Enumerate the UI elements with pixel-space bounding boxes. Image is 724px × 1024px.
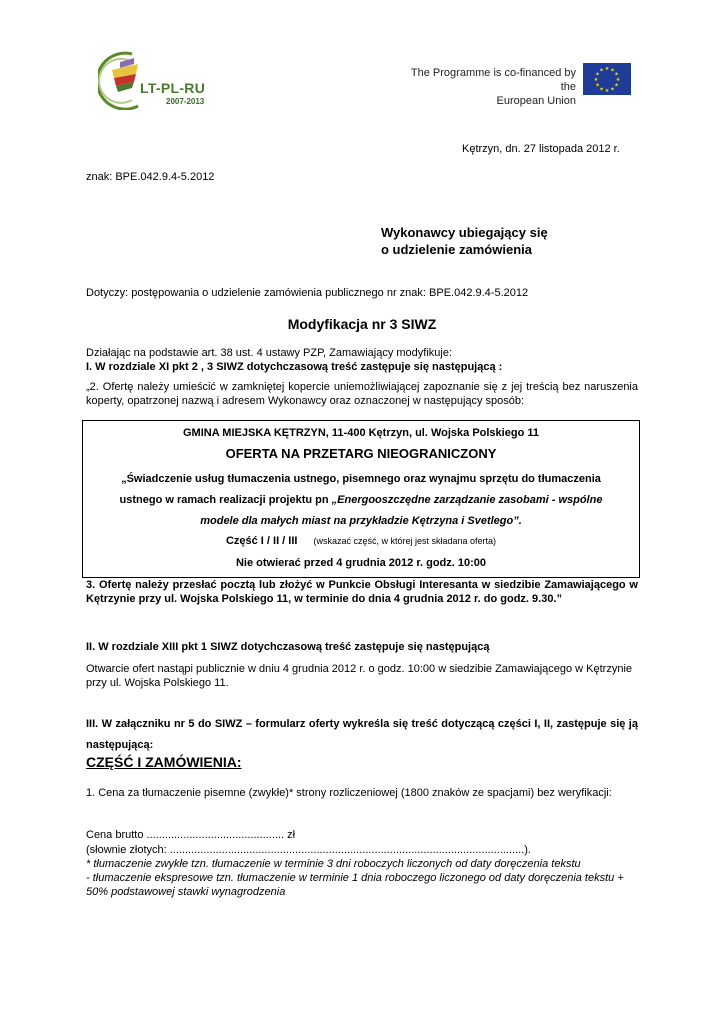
box-parts-note: (wskazać część, w której jest składana oferta) (313, 536, 497, 546)
svg-text:★: ★ (614, 82, 619, 89)
eu-cofinance-text (408, 66, 576, 108)
recipient-line1: Wykonawcy ubiegający się (381, 225, 548, 240)
opening-paragraph: Otwarcie ofert nastąpi publicznie w dniu 4 grudnia 2012 r. o godz. 10:00 w siedzibie Zamawiającego w Kętrzynie przy ul. Wojska Polskiego 11. (86, 663, 633, 689)
box-address: GMINA MIEJSKA KĘTRZYN, 11-400 Kętrzyn, ul. Wojska Polskiego 11 (183, 427, 539, 439)
eu-text-line2: European Union (496, 95, 576, 107)
eu-text-line1: The Programme is co-financed by the (410, 67, 576, 93)
box-parts: Część I / II / III (225, 535, 298, 547)
footnote-line2: - tłumaczenie ekspresowe tzn. tłumaczenie w terminie 1 dnia roboczego liczonego od daty doręczenia tekstu + 50% podstawowej stawki wynagrodzenia (86, 872, 624, 898)
box-desc-line2-text: ustnego w ramach realizacji projektu pn (119, 494, 332, 506)
box-do-not-open: Nie otwierać przed 4 grudnia 2012 r. godz. 10:00 (235, 557, 487, 569)
gross-price-line: Cena brutto ............................................. zł (86, 829, 296, 841)
price-item-1: 1. Cena za tłumaczenie pisemne (zwykłe)* strony rozliczeniowej (1800 znaków ze spacjami) bez weryfikacji: (86, 787, 612, 799)
section-ii-heading: II. W rozdziale XIII pkt 1 SIWZ dotychczasową treść zastępuje się następującą (86, 641, 490, 653)
part-i-heading: CZĘŚĆ I ZAMÓWIENIA: (86, 754, 242, 770)
svg-text:★: ★ (615, 77, 621, 83)
svg-text:★: ★ (599, 67, 604, 74)
document-reference: znak: BPE.042.9.4-5.2012 (86, 171, 215, 183)
svg-text:★: ★ (604, 88, 610, 94)
price-in-words-line: (słownie złotych: ....................................................................................................................). (86, 844, 531, 856)
page-header (0, 0, 724, 120)
svg-text:★: ★ (610, 67, 615, 74)
svg-text:★: ★ (614, 71, 619, 78)
svg-text:★: ★ (595, 71, 600, 78)
subject-line: Dotyczy: postępowania o udzielenie zamówienia publicznego nr znak: BPE.042.9.4-5.2012 (86, 287, 529, 299)
section-2-paragraph: „2. Ofertę należy umieścić w zamkniętej kopercie uniemożliwiającej zapoznanie się z jej treścią bez naruszenia koperty, opatrzonej nazwą i adresem Wykonawcy oraz oznaczonej w następujący sposób: (86, 381, 638, 407)
box-project-description (83, 469, 639, 532)
envelope-marking-box (82, 420, 640, 578)
document-date: Kętrzyn, dn. 27 listopada 2012 r. (462, 143, 620, 155)
recipient-block (381, 224, 548, 258)
logo-years: 2007-2013 (166, 97, 205, 106)
box-desc-line2 (83, 490, 639, 511)
section-3-paragraph: 3. Ofertę należy przesłać pocztą lub złożyć w Punkcie Obsługi Interesanta w siedzibie Zamawiającego w Kętrzynie przy ul. Wojska Polskiego 11, w terminie do dnia 4 grudnia 2012 r. do godz. 9.30.” (86, 579, 638, 605)
recipient-line2: o udzielenie zamówienia (381, 242, 532, 257)
box-desc-line3: modele dla małych miast na przykładzie Kętrzyna i Svetlego”. (200, 515, 522, 527)
intro-paragraph (86, 346, 646, 374)
box-heading: OFERTA NA PRZETARG NIEOGRANICZONY (225, 446, 497, 461)
footnote-line1: * tłumaczenie zwykłe tzn. tłumaczenie w terminie 3 dni roboczych liczonych od daty doręczenia tekstu (86, 858, 581, 870)
svg-text:★: ★ (593, 77, 599, 83)
document-title: Modyfikacja nr 3 SIWZ (287, 316, 437, 332)
intro-line1: Działając na podstawie art. 38 ust. 4 ustawy PZP, Zamawiający modyfikuje: (86, 347, 453, 359)
box-desc-project-name: „Energooszczędne zarządzanie zasobami - wspólne (331, 494, 603, 506)
svg-text:★: ★ (595, 82, 600, 89)
intro-line2: I. W rozdziale XI pkt 2 , 3 SIWZ dotychczasową treść zastępuje się następującą : (86, 361, 503, 373)
svg-text:★: ★ (610, 86, 615, 93)
box-parts-line (83, 535, 639, 547)
box-desc-line1: „Świadczenie usług tłumaczenia ustnego, pisemnego oraz wynajmu sprzętu do tłumaczenia (121, 473, 601, 485)
translation-footnote (86, 857, 642, 899)
svg-text:★: ★ (599, 86, 604, 93)
eu-flag-icon (583, 63, 631, 95)
svg-text:★: ★ (604, 66, 610, 72)
logo-text: LT-PL-RU (140, 80, 206, 96)
section-iii-heading: III. W załączniku nr 5 do SIWZ – formularz oferty wykreśla się treść dotyczącą części I, II, zastępuje się ją następującą: (86, 718, 638, 751)
